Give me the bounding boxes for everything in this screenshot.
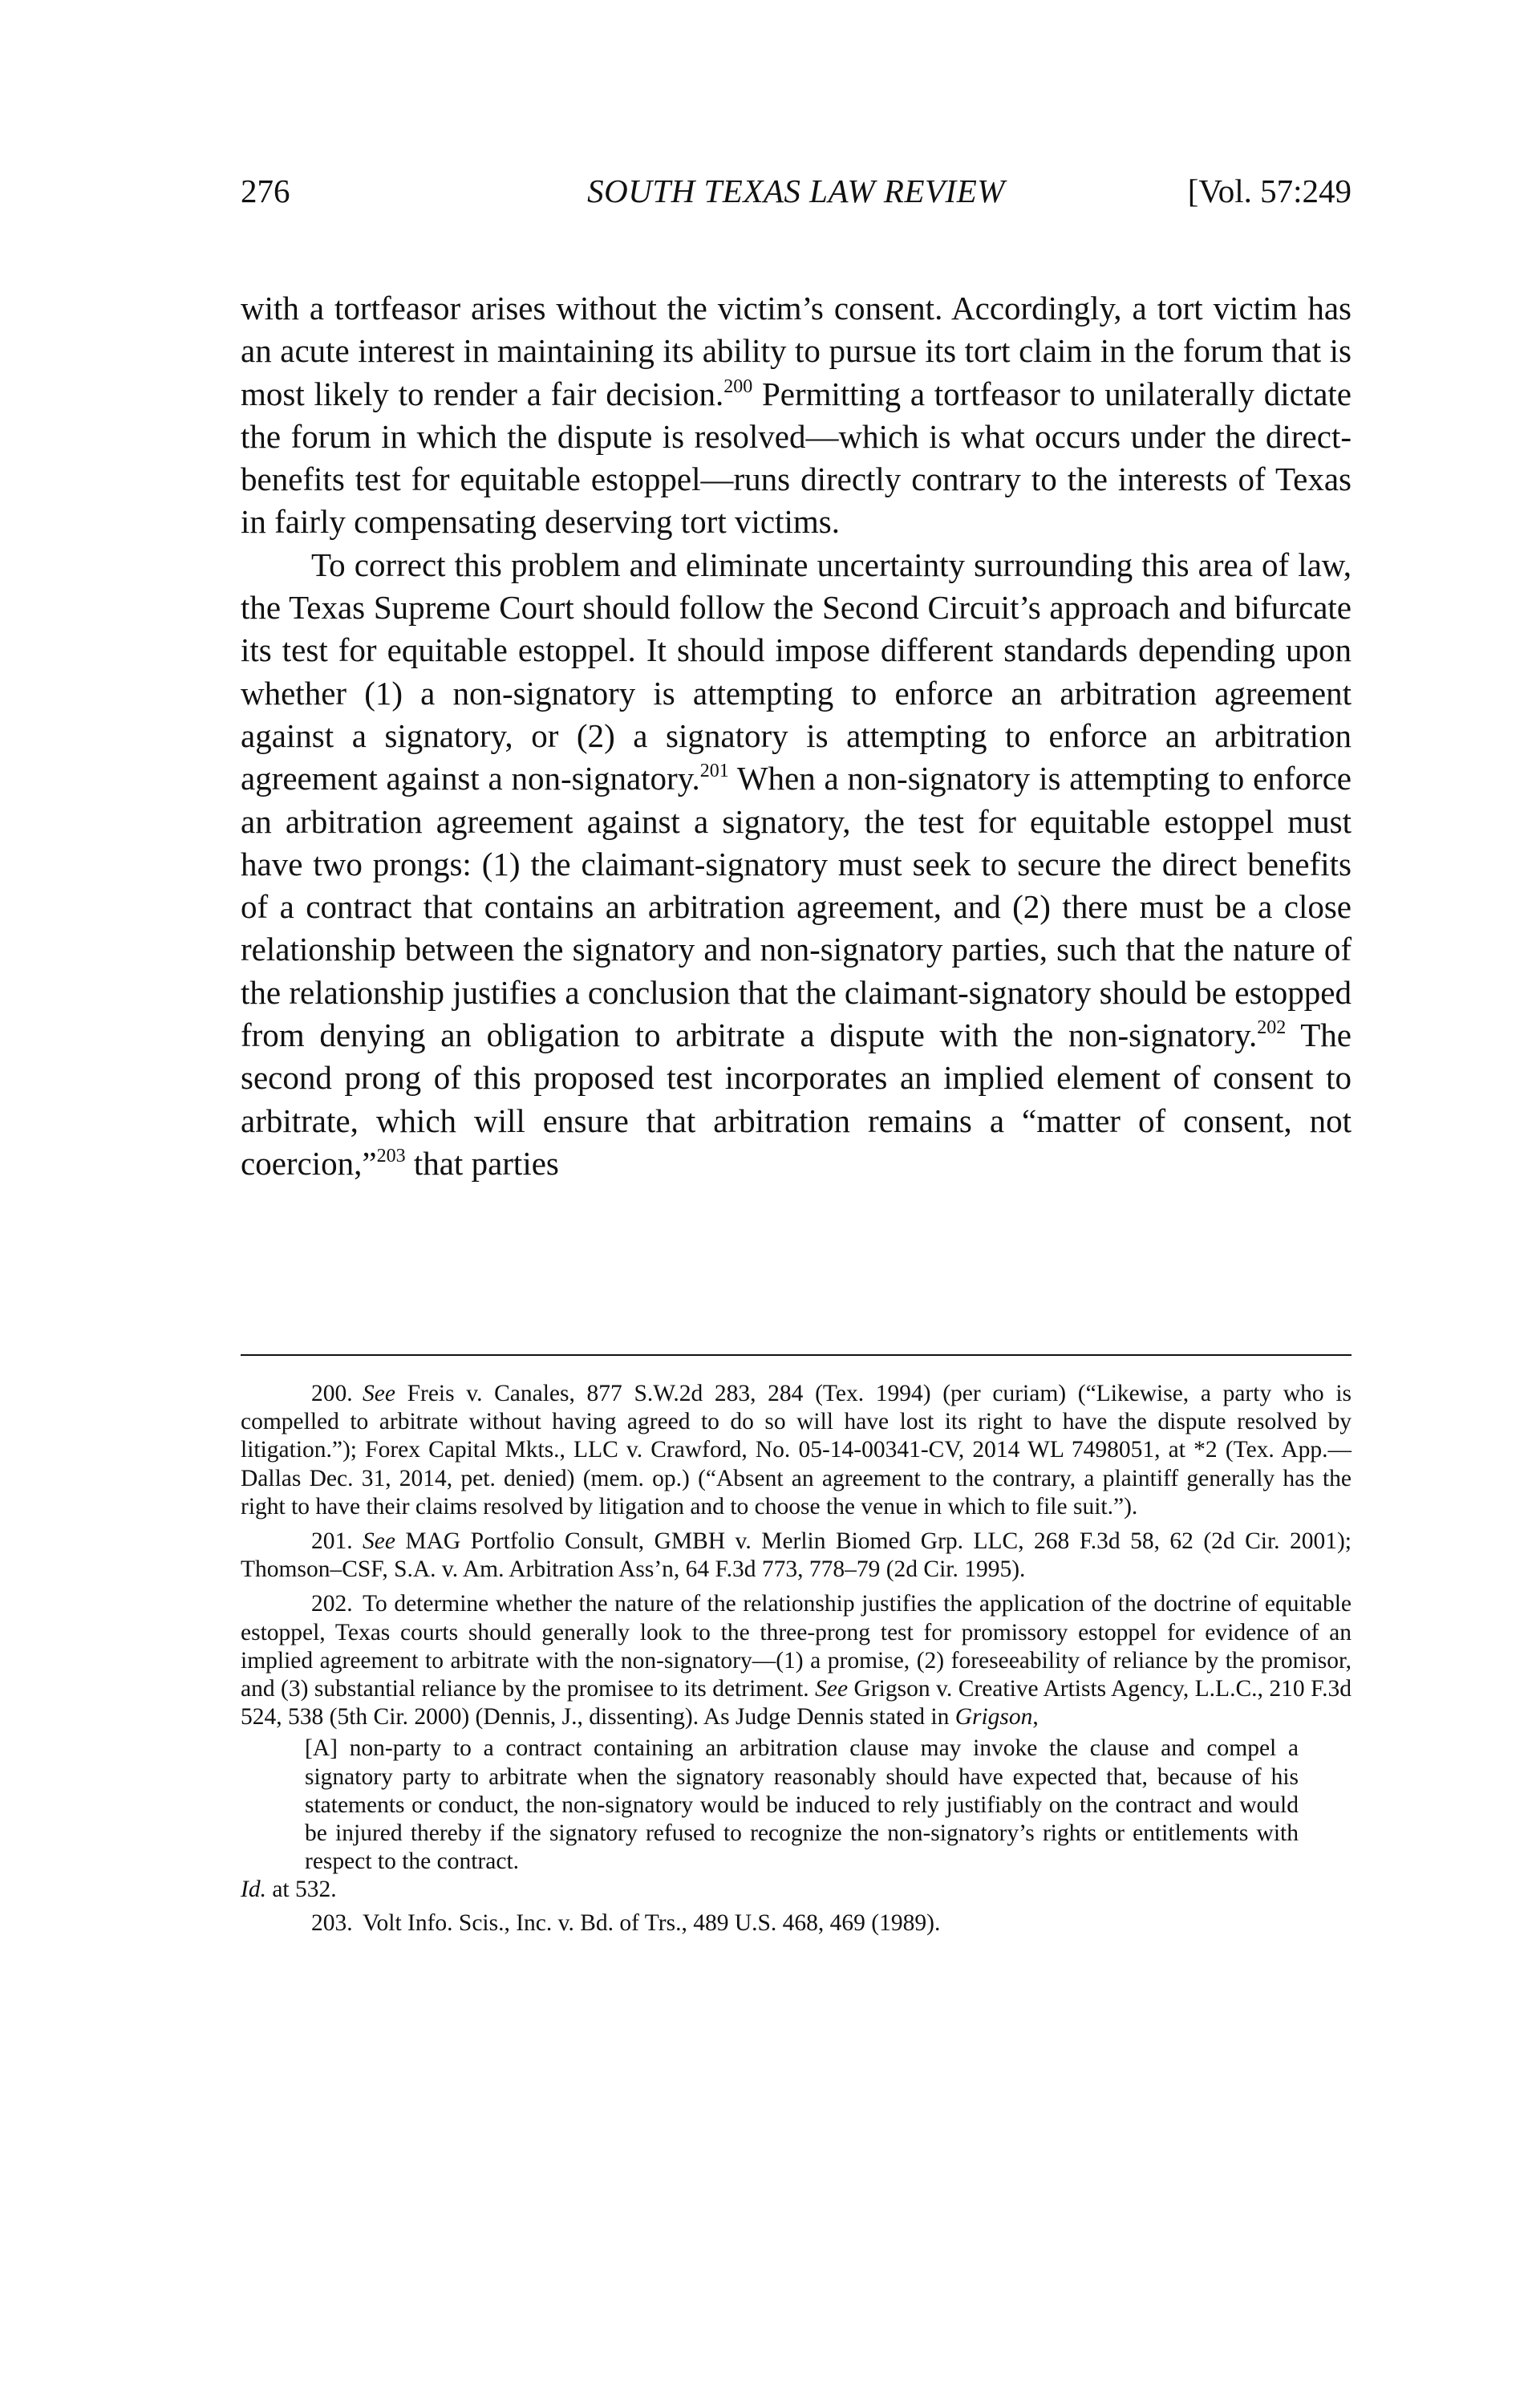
footnote-text-a: To determine whether the nature of the relationship justifies the application of the doctrine of equitable estoppel, Texas courts should generally look to the three-prong test for promissory estoppel for evidence of an implied agreement to arbitrate with the non-signatory—(1) a promise, (2) foreseeability of reliance by the promisor, and (3) substantial reliance by the promisee to its detriment.: [241, 1591, 1352, 1702]
running-header: [241, 167, 1352, 215]
footnote-number: 203.: [311, 1909, 353, 1936]
journal-title: SOUTH TEXAS LAW REVIEW: [587, 172, 1005, 209]
footnote-number: 201.: [311, 1528, 353, 1555]
paragraph-1-text-a: with a tortfeasor arises without the victim’s consent. Accordingly, a tort victim has an acute interest in maintaining its ability to pursue its tort claim in the forum that is most likely to render a fair decision.: [241, 290, 1352, 412]
signal-see: See: [363, 1528, 395, 1555]
volume-citation: [Vol. 57:249: [1187, 172, 1352, 209]
id-signal: Id.: [241, 1877, 266, 1903]
footnote-text: MAG Portfolio Consult, GMBH v. Merlin Biomed Grp. LLC, 268 F.3d 58, 62 (2d Cir. 2001); Thomson–CSF, S.A. v. Am. Arbitration Ass’n, 64 F.3d 773, 778–79 (2d Cir. 1995).: [241, 1528, 1352, 1583]
footnote-202: [241, 1590, 1352, 1731]
footnote-text: Freis v. Canales, 877 S.W.2d 283, 284 (Tex. 1994) (per curiam) (“Likewise, a party who is compelled to arbitrate without having agreed to do so will have lost its right to have the dispute resolved by litigation.”); Forex Capital Mkts., LLC v. Crawford, No. 05-14-00341-CV, 2014 WL 7498051, at *2 (Tex. App.—Dallas Dec. 31, 2014, pet. denied) (mem. op.) (“Absent an agreement to the contrary, a plaintiff generally has the right to have their claims resolved by litigation and to choose the venue in which to file suit.”).: [241, 1381, 1352, 1520]
footnotes: [241, 1380, 1352, 1944]
footnote-text-c: ,: [1032, 1704, 1039, 1731]
main-text: [241, 287, 1352, 1185]
footnote-text: Volt Info. Scis., Inc. v. Bd. of Trs., 489 U.S. 468, 469 (1989).: [363, 1909, 941, 1936]
footnote-number: 200.: [311, 1381, 353, 1406]
id-citation: [241, 1876, 1352, 1904]
footnote-ref-203[interactable]: 203: [376, 1145, 406, 1167]
signal-see: See: [815, 1676, 849, 1702]
paragraph-1-text-b: Permitting a tortfeasor to unilaterally dictate the forum in which the dispute is resolved—which is what occurs under the direct-benefits test for equitable estoppel—runs directly contrary to the interests of Texas in fairly compensating deserving tort victims.: [241, 375, 1352, 541]
footnote-203: [241, 1909, 1352, 1938]
case-name: Grigson: [954, 1704, 1033, 1731]
paragraph-2-text-d: that parties: [405, 1144, 559, 1182]
paragraph-2-text-b: When a non-signatory is attempting to enforce an arbitration agreement against a signatory, the test for equitable estoppel must have two prongs: (1) the claimant-signatory must seek to secure the direct benefits of a contract that contains an arbitration agreement, and (2) there must be a close relationship between the signatory and non-signatory parties, such that the nature of the relationship justifies a conclusion that the claimant-signatory should be estopped from denying an obligation to arbitrate a dispute with the non-signatory.: [241, 760, 1352, 1054]
footnote-ref-202[interactable]: 202: [1257, 1017, 1287, 1039]
footnote-201: [241, 1528, 1352, 1584]
footnote-divider: [241, 1354, 1352, 1356]
footnote-text-b: Grigson v. Creative Artists Agency, L.L.C., 210 F.3d 524, 538 (5th Cir. 2000) (Dennis, J., dissenting). As Judge Dennis stated in: [241, 1676, 1352, 1731]
page-number: 276: [241, 172, 290, 209]
paragraph-2-text-a: To correct this problem and eliminate uncertainty surrounding this area of law, the Texas Supreme Court should follow the Second Circuit’s approach and bifurcate its test for equitable estoppel. It should impose different standards depending upon whether (1) a non-signatory is attempting to enforce an arbitration agreement against a signatory, or (2) a signatory is attempting to enforce an arbitration agreement against a non-signatory.: [241, 546, 1352, 797]
footnote-ref-200[interactable]: 200: [723, 375, 753, 397]
signal-see: See: [363, 1381, 395, 1406]
footnote-number: 202.: [311, 1591, 353, 1617]
footnote-200: [241, 1380, 1352, 1521]
id-pin: at 532.: [265, 1877, 337, 1903]
footnote-ref-201[interactable]: 201: [699, 761, 729, 782]
paragraph-1: [241, 287, 1352, 544]
block-quote: [A] non-party to a contract containing an arbitration clause may invoke the clause and compel a signatory party to arbitrate when the signatory reasonably should have expected that, because of his statements or conduct, the non-signatory would be induced to rely justifiably on the contract and would be injured thereby if the signatory refused to recognize the non-signatory’s rights or entitlements with respect to the contract.: [305, 1735, 1299, 1875]
paragraph-2-text-c: The second prong of this proposed test incorporates an implied element of consent to arbitrate, which will ensure that arbitration remains a “matter of consent, not coercion,”: [241, 1016, 1352, 1182]
paragraph-2: [241, 544, 1352, 1185]
